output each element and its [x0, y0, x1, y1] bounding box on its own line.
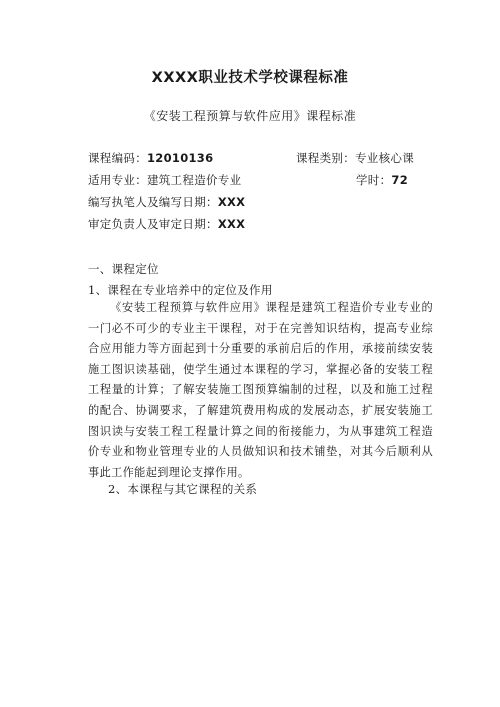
- course-hours-label: 学时：: [356, 173, 392, 187]
- course-code-label: 课程编码：: [88, 151, 147, 165]
- reviewer-value: XXX: [217, 217, 246, 231]
- course-category-value: 专业核心课: [355, 151, 414, 165]
- applicable-major: [88, 172, 241, 188]
- author-label: 编写执笔人及编写日期：: [88, 195, 218, 209]
- course-hours-value: 72: [391, 173, 409, 187]
- section-1-title: 一、课程定位: [88, 262, 159, 276]
- reviewer-label: 审定负责人及审定日期：: [88, 217, 218, 231]
- subsection-2-title: 2、本课程与其它课程的关系: [108, 482, 258, 496]
- school-title: XXXX职业技术学校课程标准: [151, 70, 349, 86]
- course-code-value: 12010136: [147, 151, 214, 165]
- reviewer-info: [88, 216, 245, 232]
- subsection-1-title: 1、课程在专业培养中的定位及作用: [88, 283, 273, 297]
- author-info: [88, 194, 245, 210]
- author-value: XXX: [217, 195, 246, 209]
- applicable-major-value: 建筑工程造价专业: [147, 173, 242, 187]
- course-code: [88, 150, 213, 166]
- course-category-label: 课程类别：: [296, 151, 355, 165]
- applicable-major-label: 适用专业：: [88, 173, 147, 187]
- course-category: [296, 150, 414, 166]
- paragraph-1: 《安装工程预算与软件应用》课程是建筑工程造价专业专业的一门必不可少的专业主干课程，对于在完善知识结构，提高专业综合应用能力等方面起到十分重要的承前启后的作用，承接前续安装施工图识读基础，使学生通过本课程的学习，掌握必备的安装工程工程量的计算；了解安装施工图预算编制的过程，以及和施工过程的配合、协调要求，了解建筑费用构成的发展动态，扩展安装施工图识读与安装工程工程量计算之间的衔接能力，为从事建筑工程造价专业和物业管理专业的人员做知识和技术铺垫，对其今后顺利从事此工作能起到理论支撑作用。: [88, 301, 433, 479]
- course-hours: [356, 172, 408, 188]
- course-title: 《安装工程预算与软件应用》课程标准: [143, 109, 357, 123]
